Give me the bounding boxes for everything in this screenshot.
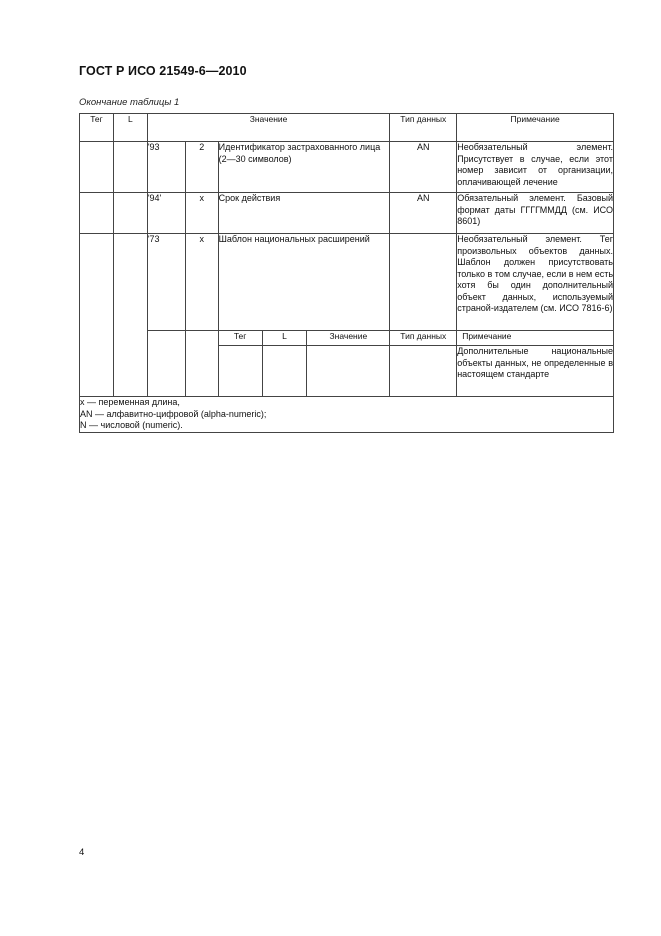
- row-type: AN: [390, 193, 457, 234]
- nested-column-header-length: L: [262, 331, 307, 346]
- nested-header-row: [80, 331, 614, 346]
- table-header-row: [80, 114, 614, 142]
- page-number: 4: [79, 847, 85, 858]
- table-caption: Окончание таблицы 1: [79, 97, 180, 108]
- row-subtag: '94': [147, 193, 185, 234]
- row-type: AN: [390, 142, 457, 193]
- nested-column-header-note: Примечание: [457, 331, 614, 346]
- table-row: [80, 142, 614, 193]
- column-header-value: Значение: [147, 114, 390, 142]
- row-tag: [80, 234, 114, 397]
- row-length: [113, 142, 147, 193]
- table-row: [80, 193, 614, 234]
- row-length: [113, 234, 147, 397]
- row-note: Необязательный элемент. Присутствует в случае, если этот номер зависит от организации, оплачивающей лечение: [457, 142, 614, 193]
- row-type: [390, 234, 457, 331]
- row-subtag: '93: [147, 142, 185, 193]
- row-tag: [80, 193, 114, 234]
- row-value: Шаблон национальных расширений: [218, 234, 390, 331]
- row-sublength: 2: [185, 142, 218, 193]
- footnotes-row: [80, 397, 614, 433]
- footnote-line: N — числовой (numeric).: [80, 420, 183, 430]
- row-length: [113, 193, 147, 234]
- row-value: Идентификатор застрахованного лица (2—30 символов): [218, 142, 390, 193]
- nested-cell-length: [262, 346, 307, 397]
- footnote-line: AN — алфавитно-цифровой (alpha-numeric);: [80, 408, 267, 419]
- row-tag: [80, 142, 114, 193]
- row-note: Обязательный элемент. Базовый формат даты ГГГГММДД (см. ИСО 8601): [457, 193, 614, 234]
- column-header-type: Тип данных: [390, 114, 457, 142]
- nested-column-header-value: Значение: [307, 331, 390, 346]
- row-sublength: x: [185, 234, 218, 331]
- column-header-length: L: [113, 114, 147, 142]
- nested-column-header-type: Тип данных: [390, 331, 457, 346]
- nested-cell-type: [390, 346, 457, 397]
- table-row: [80, 234, 614, 331]
- document-header-title: ГОСТ Р ИСО 21549-6—2010: [79, 64, 247, 78]
- row-subtag: '73: [147, 234, 185, 331]
- nested-blank-cell: [185, 331, 218, 397]
- row-value: Срок действия: [218, 193, 390, 234]
- row-note: Необязательный элемент. Тег произвольных объектов данных. Шаблон должен присутствовать только в том случае, если в нем есть хотя бы один дополнительный объект данных, используемый страной-издателем (см. ИСО 7816-6): [457, 234, 614, 331]
- column-header-note: Примечание: [457, 114, 614, 142]
- nested-blank-cell: [147, 331, 185, 397]
- nested-cell-note: Дополнительные национальные объекты данных, не определенные в настоящем стандарте: [457, 346, 614, 397]
- footnote-line: x — переменная длина,: [80, 397, 180, 407]
- table-footnotes: [80, 397, 614, 433]
- column-header-tag: Тег: [80, 114, 114, 142]
- row-sublength: x: [185, 193, 218, 234]
- nested-column-header-tag: Тег: [218, 331, 262, 346]
- nested-cell-value: [307, 346, 390, 397]
- nested-cell-tag: [218, 346, 262, 397]
- data-table: [79, 113, 614, 433]
